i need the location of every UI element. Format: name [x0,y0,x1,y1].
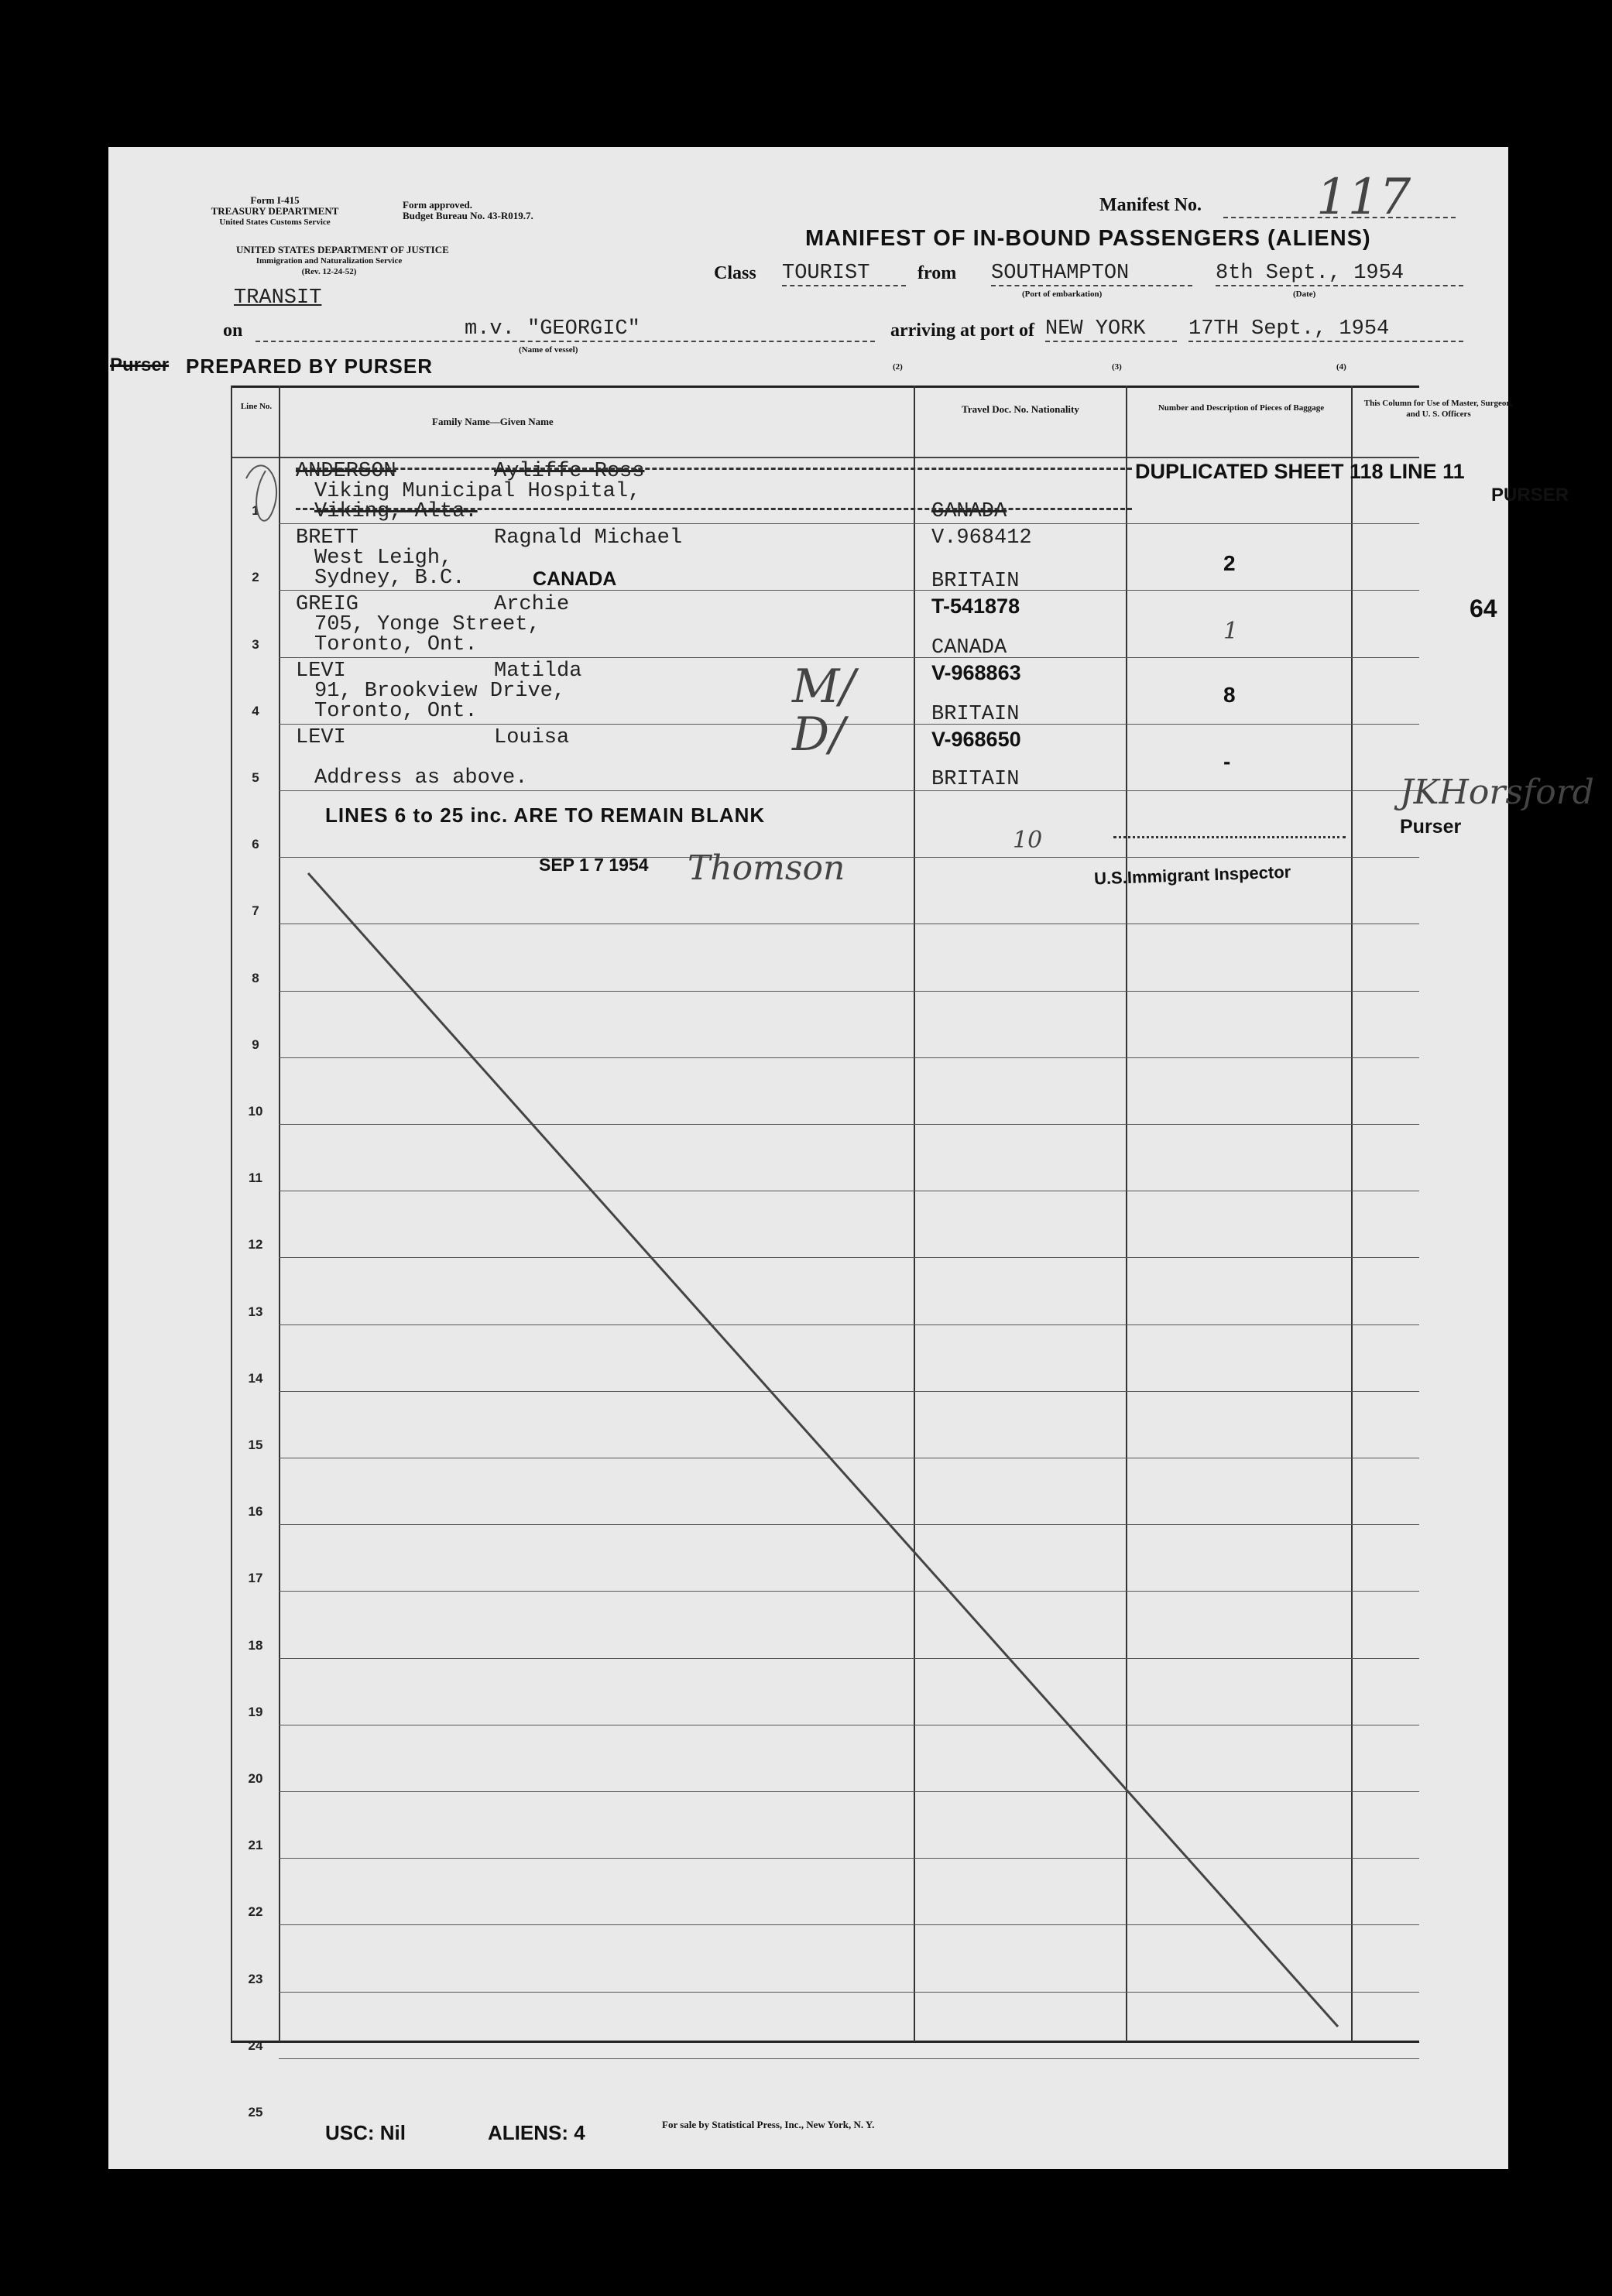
row4-nationality: BRITAIN [931,703,1020,726]
from-label: from [917,263,957,283]
justice-dept: UNITED STATES DEPARTMENT OF JUSTICE [236,244,449,255]
punch-hole [39,186,74,221]
budget-number: Budget Bureau No. 43-R019.7. [403,210,533,221]
form-id: Form I-415 [250,194,300,206]
row1-loop-mark [246,465,276,520]
col-num-4: (4) [1336,362,1346,372]
row1-family: ANDERSON [296,460,396,483]
row4-doc: V-968863 [931,661,1021,684]
row3-doc: T-541878 [931,595,1020,618]
arriving-label: arriving at port of [890,320,1034,341]
manifest-title: MANIFEST OF IN-BOUND PASSENGERS (ALIENS) [805,226,1371,251]
date-caption: (Date) [1293,290,1316,299]
line-number: 18 [248,1637,263,1653]
row-divider [279,2058,1419,2059]
punch-hole [39,1680,74,1715]
justice-block [236,244,449,277]
row2-nationality: BRITAIN [931,570,1020,593]
manifest-number: 117 [1316,169,1411,226]
arrival-date: 17TH Sept., 1954 [1188,317,1463,342]
line-number: 6 [252,837,259,852]
md-handwritten-mark: M/D/ [792,660,856,762]
row4-baggage: 8 [1223,683,1236,707]
col-header-travel-doc: Travel Doc. No. Nationality [962,403,1079,415]
prepared-by: PREPARED BY PURSER [186,355,433,378]
line-number: 16 [248,1504,263,1520]
class-value: TOURIST [782,262,906,286]
line-number: 3 [252,636,259,652]
row5-baggage: - [1223,749,1231,773]
port-embark-caption: (Port of embarkation) [1022,290,1103,299]
inspector-signature: Thomson [688,848,845,888]
embark-date: 8th Sept., 1954 [1216,262,1463,286]
col-num-2: (2) [893,362,903,372]
punch-hole [39,819,74,855]
row3-addr1: 705, Yonge Street, [314,613,540,636]
punch-hole [39,1471,74,1506]
line-number: 2 [252,570,259,585]
prepared-by-struck: Purser [110,355,170,375]
row5-doc: V-968650 [931,728,1021,751]
vessel-caption: (Name of vessel) [519,345,578,355]
manifest-no-label: Manifest No. [1099,195,1202,215]
row2-addr-country: CANADA [533,568,617,590]
on-label: on [223,320,243,341]
row3-officer-mark: 64 [1470,595,1497,622]
row2-addr2: Sydney, B.C. [314,567,465,590]
arrival-stamp-date: SEP 1 7 1954 [539,855,649,875]
col-num-3: (3) [1112,362,1122,372]
row1-duplicated-note: DUPLICATED SHEET 118 LINE 11 [1135,460,1465,483]
punch-hole [39,1591,74,1626]
line-number: 25 [248,2105,263,2120]
line-number: 23 [248,1971,263,1986]
aliens-count: ALIENS: 4 [488,2121,585,2144]
ins-name: Immigration and Naturalization Service [256,256,403,266]
row5-nationality: BRITAIN [931,768,1020,791]
line-number: 10 [248,1104,263,1119]
line-number: 17 [248,1571,263,1586]
form-block [209,195,341,228]
row1-purser: PURSER [1491,485,1569,505]
row2-addr1: West Leigh, [314,547,453,570]
row4-given: Matilda [494,660,582,683]
line-number: 9 [252,1037,259,1052]
line-number: 5 [252,770,259,785]
row4-family: LEVI [296,660,346,683]
line-number: 20 [248,1771,263,1786]
row1-given: Ayliffe Ross [494,460,645,483]
port-arrival: NEW YORK [1045,317,1177,342]
purser-signature: JKHorsford [1400,773,1594,812]
diagonal-cancel-line [231,386,1419,2042]
col-header-line-no: Line No. [240,402,273,411]
treasury-dept: TREASURY DEPARTMENT [211,205,339,217]
line-number: 4 [252,703,259,718]
line-number: 1 [252,503,259,519]
printer-credit: For sale by Statistical Press, Inc., New York, N. Y. [662,2119,875,2130]
col-header-officers: This Column for Use of Master, Surgeon, and U. S. Officers [1363,399,1514,419]
line-number: 24 [248,2037,263,2053]
line-number: 13 [248,1304,263,1319]
line-number: 14 [248,1370,263,1386]
punch-hole [39,608,74,644]
row4-addr2: Toronto, Ont. [314,700,478,723]
transit-label: TRANSIT [234,286,322,310]
line-number: 7 [252,903,259,919]
port-embarkation: SOUTHAMPTON [991,262,1192,286]
row3-family: GREIG [296,593,359,616]
manifest-no-rule [1223,217,1456,218]
row5-address: Address as above. [314,766,528,790]
line-number: 15 [248,1438,263,1452]
row4-addr1: 91, Brookview Drive, [314,680,566,703]
line-number: 11 [249,1170,262,1186]
row1-nationality: CANADA [931,500,1007,523]
row2-baggage: 2 [1223,551,1236,575]
arrival-time: 10 [1013,827,1043,854]
passenger-table [231,386,1594,2120]
inspector-title: U.S.Immigrant Inspector [1093,862,1291,889]
col-header-baggage: Number and Description of Pieces of Baggage [1158,403,1325,413]
line-number: 8 [252,970,259,985]
line-number: 19 [248,1704,263,1719]
row3-addr2: Toronto, Ont. [314,633,478,656]
vessel-name: m.v. "GEORGIC" [256,317,875,342]
row3-given: Archie [494,593,570,616]
form-revision: (Rev. 12-24-52) [301,267,357,276]
cancel-stroke [308,873,1338,2027]
line-number: 22 [248,1904,263,1920]
row3-baggage: 1 [1223,618,1239,645]
purser-signature-label: Purser [1400,816,1462,838]
approval-block [403,200,533,221]
class-label: Class [714,263,756,283]
row2-family: BRETT [296,526,359,550]
row1-addr1: Viking Municipal Hospital, [314,480,641,503]
col-header-name: Family Name—Given Name [432,416,554,427]
line-number: 12 [248,1237,263,1253]
blank-lines-note: LINES 6 to 25 inc. ARE TO REMAIN BLANK [325,804,766,827]
punch-hole [39,310,74,345]
row2-doc: V.968412 [931,526,1032,550]
row2-given: Ragnald Michael [494,526,683,550]
row3-nationality: CANADA [931,636,1007,660]
manifest-page [108,147,1594,2169]
row1-addr2: Viking, Alta. [314,500,478,523]
customs-service: United States Customs Service [219,218,331,227]
line-number: 21 [248,1838,263,1853]
form-approved: Form approved. [403,199,473,211]
row5-family: LEVI [296,726,346,749]
row5-given: Louisa [494,726,570,749]
usc-count: USC: Nil [325,2121,406,2144]
